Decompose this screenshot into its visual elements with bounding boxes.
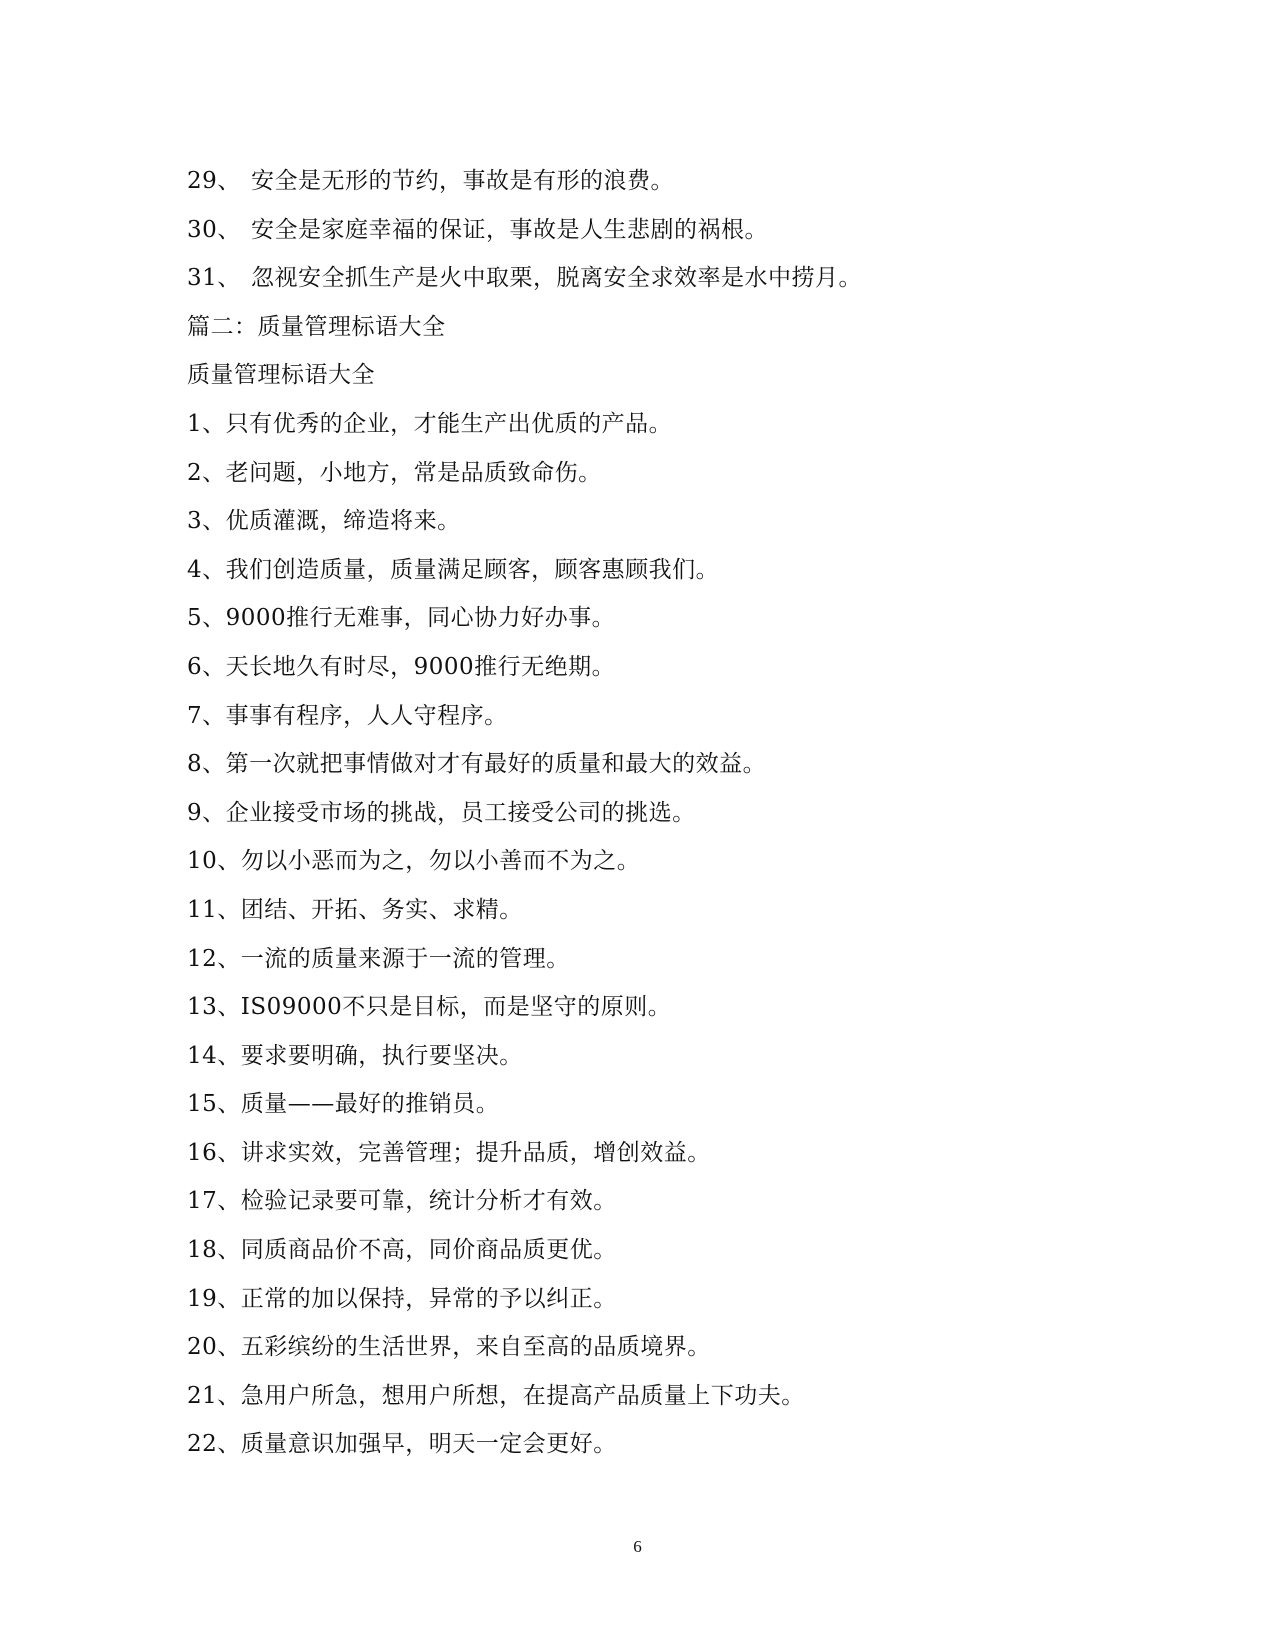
list-item-number: 19、 — [187, 1285, 241, 1312]
list-item-number: 8、 — [187, 751, 226, 778]
list-item-text: 质量意识加强早，明天一定会更好。 — [240, 1431, 617, 1458]
list-item-number: 31、 — [187, 265, 241, 292]
list-item — [187, 1080, 1107, 1129]
list-item — [187, 643, 1107, 692]
list-item — [187, 740, 1107, 789]
list-item-number: 17、 — [187, 1188, 241, 1215]
list-item — [187, 400, 1107, 449]
list-item — [187, 449, 1107, 498]
list-item-number: 18、 — [187, 1237, 241, 1264]
list-item-text: 质量——最好的推销员。 — [240, 1091, 500, 1118]
list-item — [187, 1275, 1107, 1324]
list-item — [187, 789, 1107, 838]
list-item-text: 篇二：质量管理标语大全 — [187, 313, 446, 340]
list-item — [187, 157, 1107, 206]
list-item-text: 忽视安全抓生产是火中取栗，脱离安全求效率是水中捞月。 — [251, 265, 862, 292]
list-item — [187, 497, 1107, 546]
list-item-number: 3、 — [187, 508, 226, 535]
list-item — [187, 837, 1107, 886]
list-item-number: 4、 — [187, 556, 226, 583]
list-item-number: 16、 — [187, 1139, 241, 1166]
list-item-number: 7、 — [187, 702, 226, 729]
list-item — [187, 1323, 1107, 1372]
list-item — [187, 1177, 1107, 1226]
list-item — [187, 1372, 1107, 1421]
heading-line — [187, 351, 1107, 400]
list-item-number: 14、 — [187, 1042, 241, 1069]
list-item-number: 11、 — [187, 896, 241, 923]
page-number: 6 — [633, 1537, 642, 1556]
list-item — [187, 254, 1107, 303]
list-item-number: 9、 — [187, 799, 226, 826]
list-item-text: 同质商品价不高，同价商品质更优。 — [240, 1237, 617, 1264]
list-item — [187, 546, 1107, 595]
list-item-number: 21、 — [187, 1382, 241, 1409]
list-item-text: 勿以小恶而为之，勿以小善而不为之。 — [240, 848, 641, 875]
list-item-number: 1、 — [187, 410, 226, 437]
list-item-number: 6、 — [187, 653, 226, 680]
list-item-number: 30、 — [187, 216, 241, 243]
list-item-text: 企业接受市场的挑战，员工接受公司的挑选。 — [225, 799, 696, 826]
list-item-text: 质量管理标语大全 — [187, 362, 375, 389]
list-item — [187, 594, 1107, 643]
list-item — [187, 983, 1107, 1032]
list-item-number: 12、 — [187, 945, 241, 972]
list-item-text: 团结、开拓、务实、求精。 — [240, 896, 523, 923]
list-item-text: 检验记录要可靠，统计分析才有效。 — [240, 1188, 617, 1215]
list-item-text: 要求要明确，执行要坚决。 — [240, 1042, 523, 1069]
list-item-text: 天长地久有时尽，9000推行无绝期。 — [225, 653, 616, 680]
list-item-text: 五彩缤纷的生活世界，来自至高的品质境界。 — [240, 1334, 711, 1361]
document-body — [187, 157, 1107, 1469]
list-item-text: 安全是无形的节约，事故是有形的浪费。 — [251, 168, 674, 194]
list-item-text: 第一次就把事情做对才有最好的质量和最大的效益。 — [225, 751, 767, 778]
list-item-number: 10、 — [187, 848, 241, 875]
list-item — [187, 1129, 1107, 1178]
list-item-number: 15、 — [187, 1091, 241, 1118]
list-item-text: 我们创造质量，质量满足顾客，顾客惠顾我们。 — [225, 556, 720, 583]
list-item-number: 20、 — [187, 1334, 241, 1361]
list-item — [187, 692, 1107, 741]
heading-line — [187, 303, 1107, 352]
list-item — [187, 206, 1107, 255]
list-item-text: 讲求实效，完善管理；提升品质，增创效益。 — [240, 1139, 711, 1166]
list-item-text: 优质灌溉，缔造将来。 — [225, 508, 461, 535]
list-item-text: 急用户所急，想用户所想，在提高产品质量上下功夫。 — [240, 1382, 805, 1409]
list-item-number: 2、 — [187, 459, 226, 486]
list-item — [187, 1420, 1107, 1469]
list-item — [187, 886, 1107, 935]
list-item-text: 老问题，小地方，常是品质致命伤。 — [225, 459, 602, 486]
list-item-number: 22、 — [187, 1431, 241, 1458]
list-item-text: 9000推行无难事，同心协力好办事。 — [225, 605, 616, 632]
list-item-number: 29、 — [187, 168, 241, 194]
list-item-text: 正常的加以保持，异常的予以纠正。 — [240, 1285, 617, 1312]
list-item-text: 只有优秀的企业，才能生产出优质的产品。 — [225, 410, 673, 437]
list-item-text: 安全是家庭幸福的保证，事故是人生悲剧的祸根。 — [251, 216, 768, 243]
list-item-text: 事事有程序，人人守程序。 — [225, 702, 508, 729]
list-item-text: 一流的质量来源于一流的管理。 — [240, 945, 570, 972]
list-item-number: 5、 — [187, 605, 226, 632]
list-item-number: 13、 — [187, 994, 241, 1021]
list-item — [187, 1032, 1107, 1081]
list-item — [187, 935, 1107, 984]
list-item-text: IS09000不只是目标，而是坚守的原则。 — [240, 994, 672, 1021]
list-item — [187, 1226, 1107, 1275]
